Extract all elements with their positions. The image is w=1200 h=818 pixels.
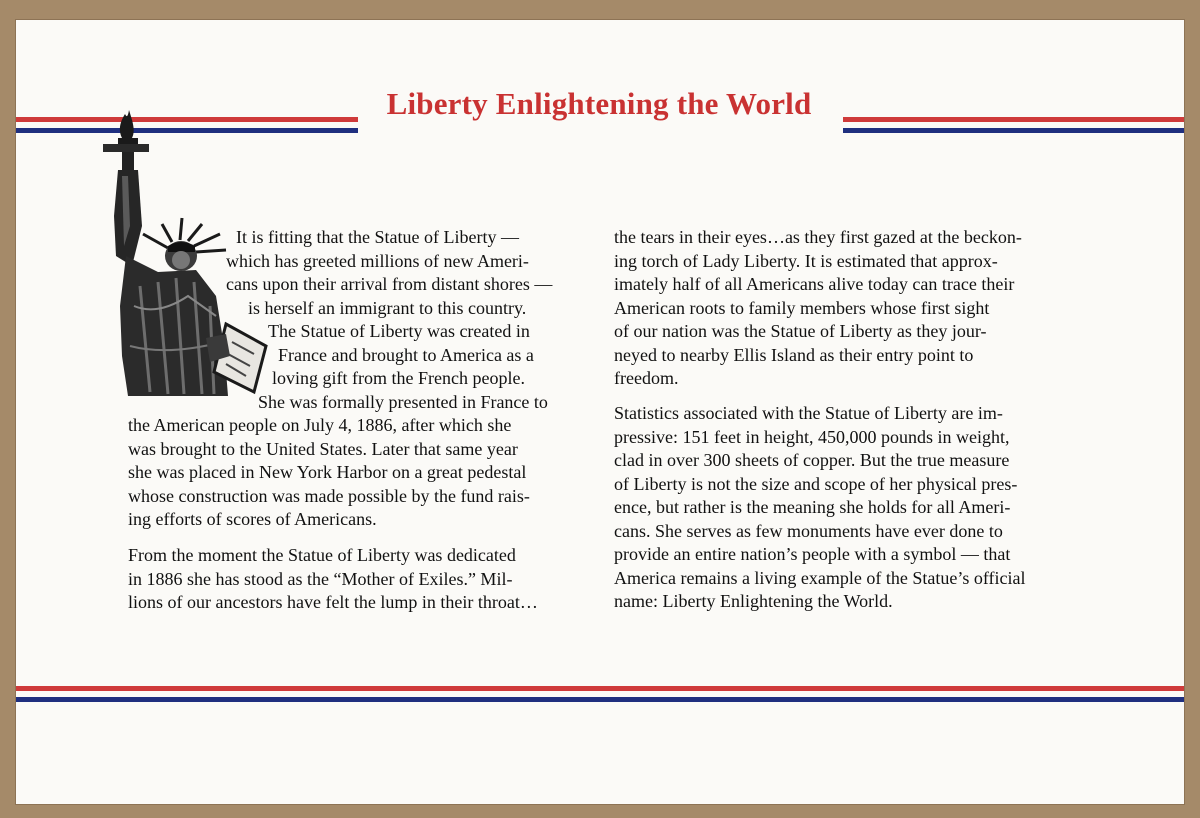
left-column [128,226,598,626]
intro-line: is herself an immigrant to this country. [248,297,527,318]
body-line: freedom. [614,368,679,388]
page-title: Liberty Enlightening the World [386,86,812,121]
intro-line: cans upon their arrival from distant shores — [226,274,553,294]
body-line: she was placed in New York Harbor on a great pedestal [128,462,527,482]
body-line: American roots to family members whose first sight [614,297,990,318]
body-line: lions of our ancestors have felt the lump in their throat… [128,592,538,612]
body-line: in 1886 she has stood as the “Mother of Exiles.” Mil- [128,568,513,589]
body-line: the tears in their eyes…as they first gazed at the beckon- [614,227,1022,247]
body-line: pressive: 151 feet in height, 450,000 pounds in weight, [614,426,1010,447]
body-line: ing torch of Lady Liberty. It is estimated that approx- [614,250,998,271]
body-line: imately half of all Americans alive today can trace their [614,274,1015,294]
body-line: America remains a living example of the Statue’s official [614,567,1026,588]
intro-line: France and brought to America as a [278,344,534,365]
bottom-blue-rule [16,697,1184,702]
body-line: of Liberty is not the size and scope of her physical pres- [614,473,1018,494]
body-line: of our nation was the Statue of Liberty as they jour- [614,321,987,341]
intro-line: The Statue of Liberty was created in [268,321,530,341]
intro-line: which has greeted millions of new Ameri- [226,250,529,271]
body-line: neyed to nearby Ellis Island as their entry point to [614,344,974,365]
bottom-red-rule [16,686,1184,691]
body-line: ence, but rather is the meaning she holds for all Ameri- [614,497,1011,517]
body-line: the American people on July 4, 1886, after which she [128,415,512,435]
intro-line: loving gift from the French people. [272,368,525,388]
body-line: From the moment the Statue of Liberty was dedicated [128,545,516,565]
body-line: was brought to the United States. Later that same year [128,438,518,459]
intro-line: It is fitting that the Statue of Liberty — [236,227,519,247]
top-right-blue-rule [843,128,1184,133]
body-line: clad in over 300 sheets of copper. But the true measure [614,450,1010,470]
body-line: ing efforts of scores of Americans. [128,509,377,529]
body-line: provide an entire nation’s people with a symbol — that [614,544,1011,564]
top-right-red-rule [843,117,1184,122]
intro-line: She was formally presented in France to [258,391,548,412]
right-column [614,226,1084,626]
body-line: name: Liberty Enlightening the World. [614,591,893,611]
body-line: cans. She serves as few monuments have ever done to [614,520,1003,541]
body-line: Statistics associated with the Statue of Liberty are im- [614,403,1003,423]
body-line: whose construction was made possible by the fund rais- [128,485,530,506]
